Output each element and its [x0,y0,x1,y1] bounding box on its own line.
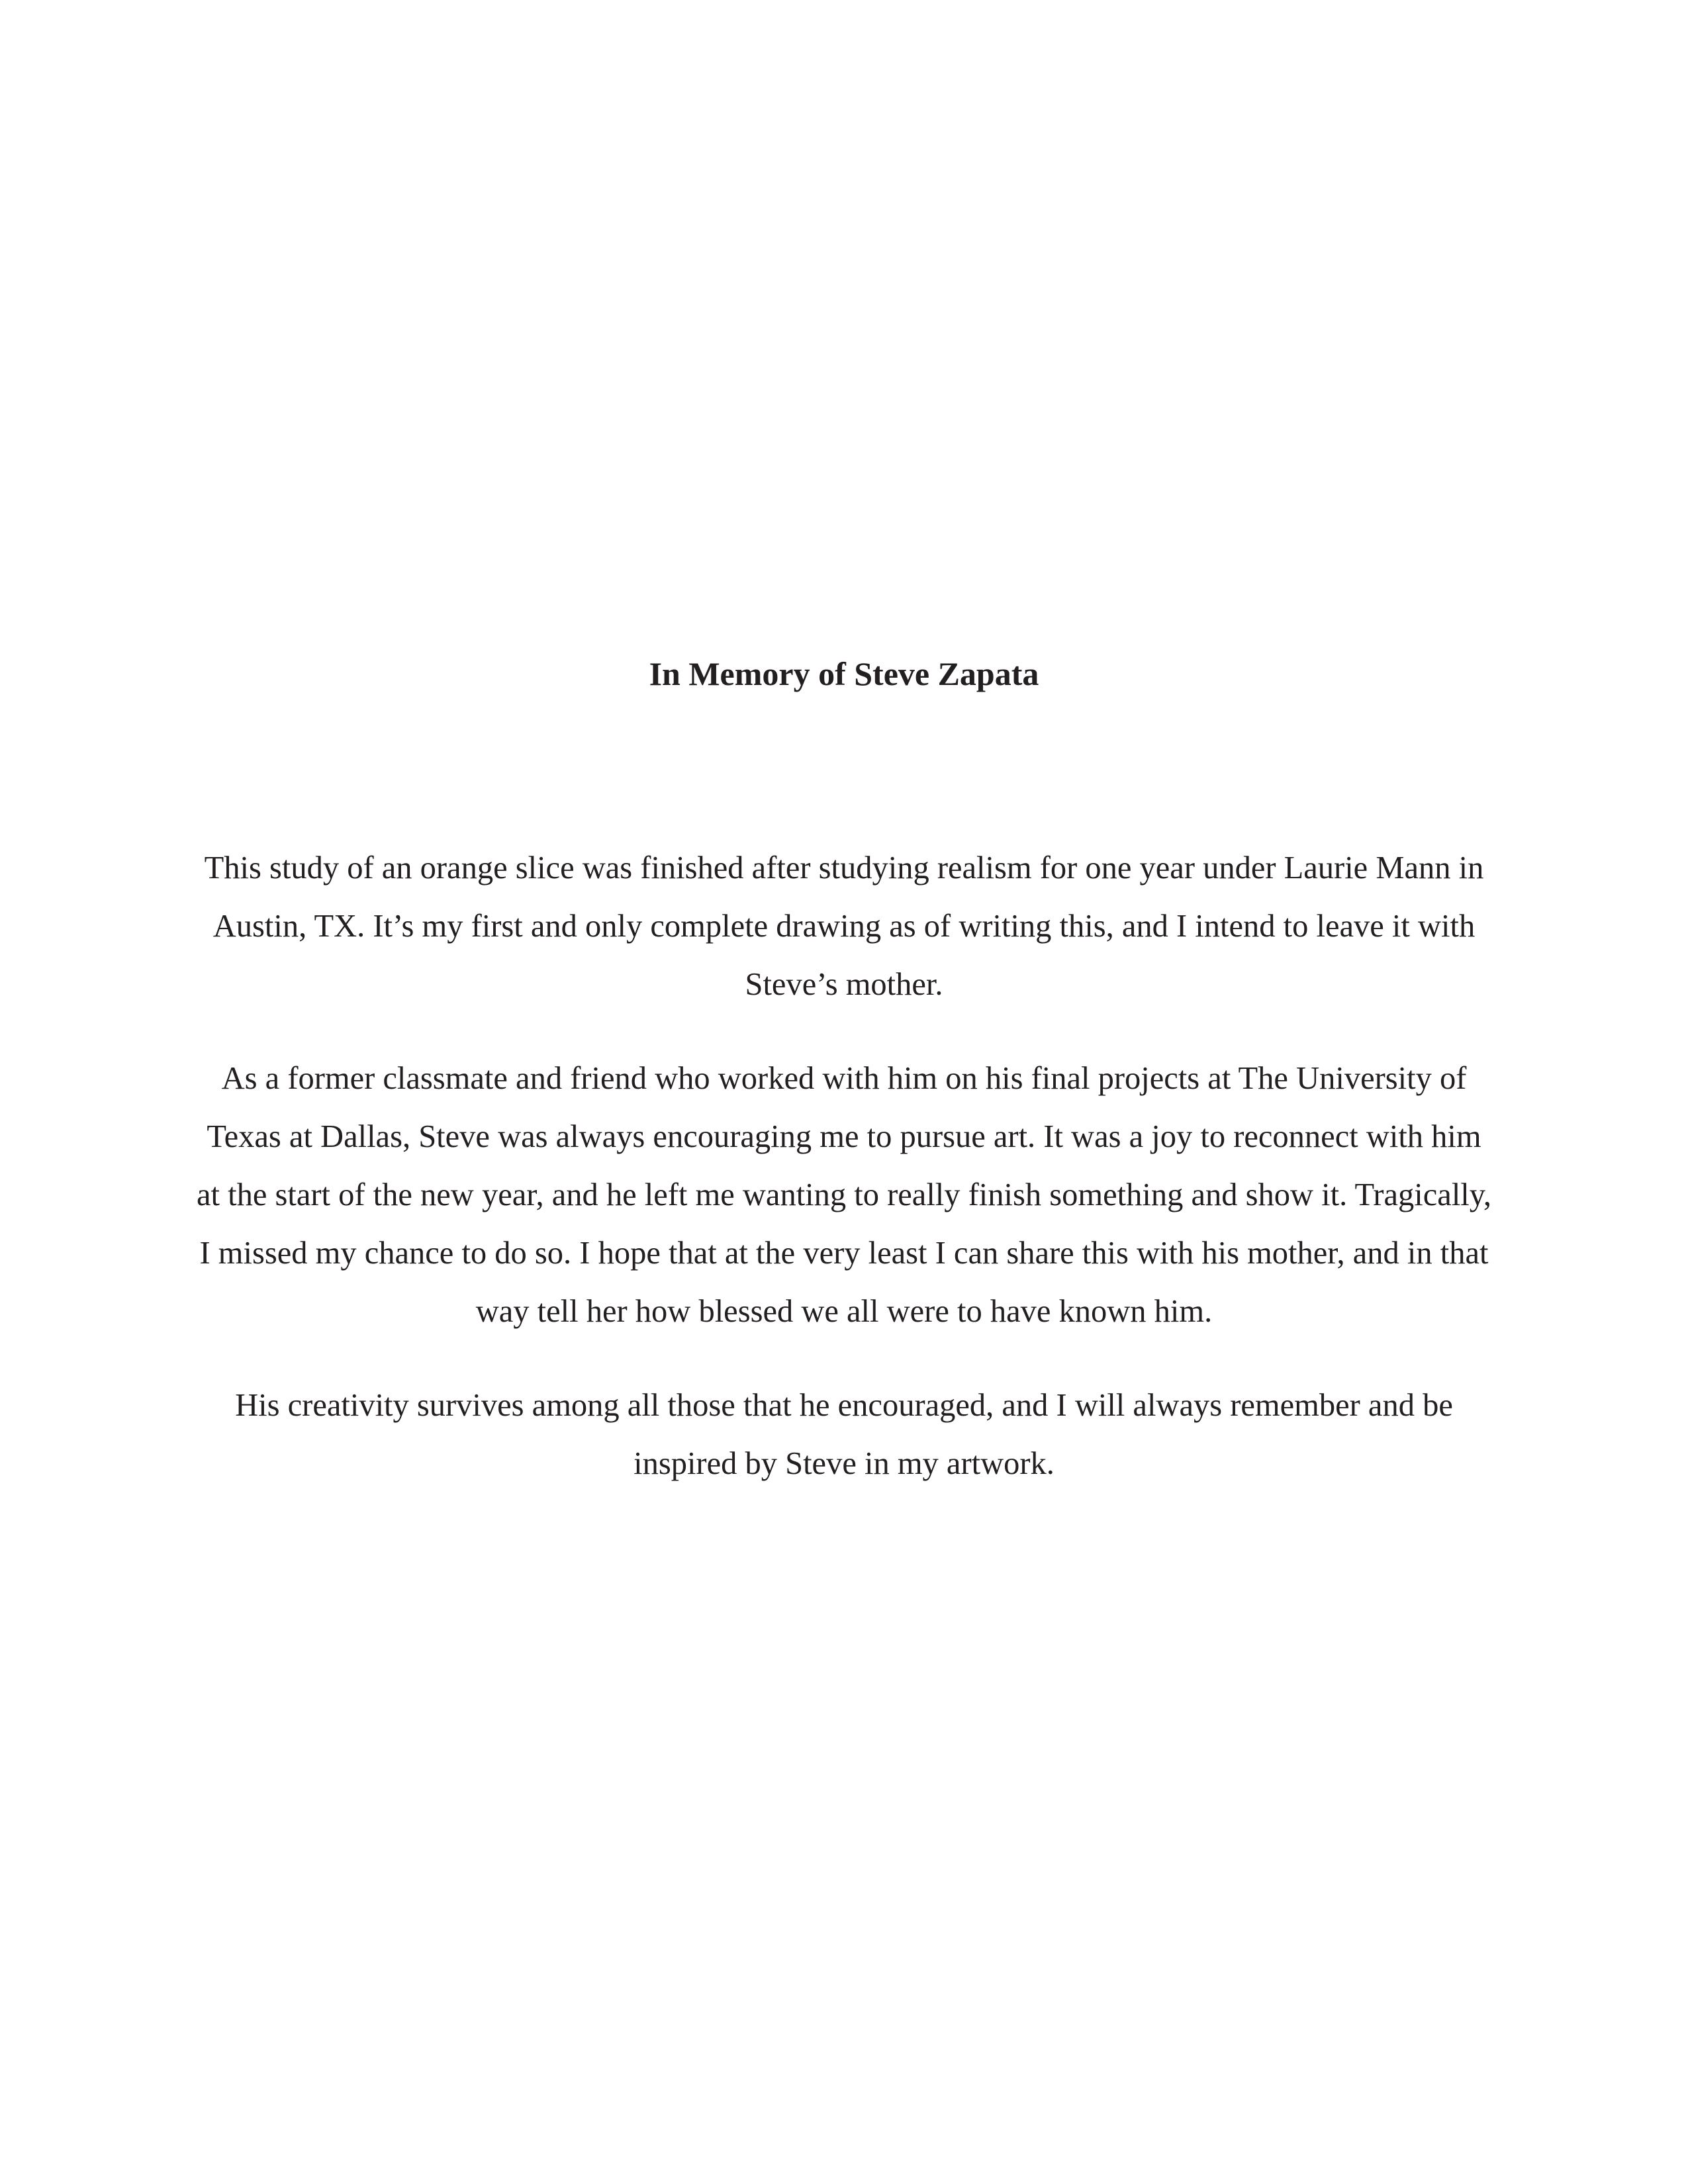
paragraph-orange-study: This study of an orange slice was finished after studying realism for one year under Laurie Mann in Austin, TX. It’s my first and only complete drawing as of writing this, and I intend to leave it with Steve’s mother. [204,850,1484,1002]
document-title: In Memory of Steve Zapata [649,655,1039,692]
document-body [192,839,1496,1529]
paragraph-classmate-memory: As a former classmate and friend who worked with him on his final projects at The University of Texas at Dallas, Steve was always encouraging me to pursue art. It was a joy to reconnect with him at the start of the new year, and he left me wanting to really finish something and show it. Tragically, I missed my chance to do so. I hope that at the very least I can share this with his mother, and in that way tell her how blessed we all were to have known him. [196,1061,1491,1329]
paragraph-creativity-legacy: His creativity survives among all those that he encouraged, and I will always remember and be inspired by Steve in my artwork. [235,1388,1453,1481]
